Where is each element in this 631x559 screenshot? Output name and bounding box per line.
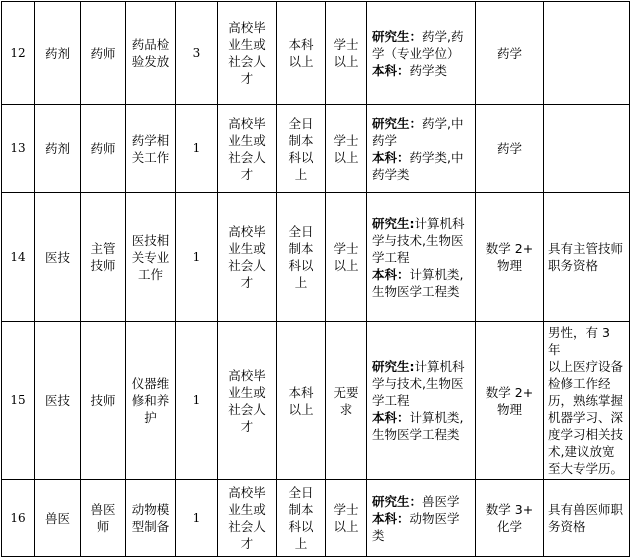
source-line: 业生或 <box>228 132 266 148</box>
position-line: 医技相 <box>131 232 170 248</box>
degree-line: 求 <box>339 401 353 417</box>
major-cell <box>367 193 476 322</box>
subjects-cell <box>476 193 544 322</box>
degree-cell <box>326 322 367 480</box>
source-line: 才 <box>240 536 254 551</box>
job-title-cell <box>81 480 126 557</box>
degree-line: 学士 <box>333 37 359 52</box>
degree-line: 以上 <box>333 54 359 69</box>
major-text: 学工程 <box>372 393 410 408</box>
education-line: 以上 <box>288 54 314 69</box>
major-label: 研究生： <box>372 28 423 44</box>
major-cell <box>367 2 476 105</box>
job-title-cell <box>81 2 126 105</box>
education-line: 本科 <box>288 37 314 52</box>
position-cell <box>126 105 176 193</box>
degree-line: 以上 <box>333 149 359 165</box>
other-requirements-cell <box>544 322 630 480</box>
other-requirement-line: 至大专学历。 <box>548 461 624 476</box>
row-number-cell: 12 <box>2 2 35 105</box>
table-row <box>2 322 630 480</box>
category-cell: 医技 <box>35 322 81 480</box>
major-line <box>372 115 472 132</box>
major-text: 学与技术,生物医 <box>372 376 464 391</box>
major-line <box>372 215 472 232</box>
education-line: 制本 <box>288 132 314 148</box>
source-line: 才 <box>240 418 254 434</box>
major-label: 研究生: <box>372 215 415 231</box>
major-text: 动物医学类 <box>372 510 460 543</box>
subjects-line: 药学 <box>496 141 522 156</box>
subjects-line: 数学 2+ <box>485 241 534 256</box>
education-line: 上 <box>294 275 308 290</box>
degree-line: 以上 <box>333 519 359 534</box>
major-text: 药学类 <box>372 166 410 182</box>
job-title-line: 技师 <box>90 258 116 273</box>
major-cell <box>367 480 476 557</box>
major-line <box>372 266 472 283</box>
major-label: 本科： <box>372 149 410 165</box>
job-title-cell <box>81 193 126 322</box>
job-title-line: 药师 <box>90 45 116 61</box>
major-text: 学（专业学位） <box>372 45 460 61</box>
source-line: 才 <box>240 166 254 182</box>
subjects-line: 数学 3+ <box>485 502 534 517</box>
education-line: 全日 <box>288 115 314 131</box>
education-cell <box>277 2 326 105</box>
major-text: 生物医学工程类 <box>372 283 460 299</box>
row-number-cell: 16 <box>2 480 35 557</box>
major-line <box>372 232 472 249</box>
position-line: 药品检 <box>131 37 170 52</box>
major-text: 兽医学 <box>422 493 460 509</box>
major-line <box>372 132 472 149</box>
category-cell: 药剂 <box>35 105 81 193</box>
subjects-line: 药学 <box>496 45 522 61</box>
source-cell <box>218 2 277 105</box>
major-line <box>372 409 472 426</box>
other-requirement-line: 术,建议放宽 <box>548 444 615 459</box>
major-line <box>372 149 472 166</box>
major-label: 研究生： <box>372 493 423 509</box>
source-line: 社会人 <box>228 258 266 273</box>
source-line: 高校毕 <box>228 20 266 35</box>
source-cell <box>218 105 277 193</box>
education-cell <box>277 480 326 557</box>
major-text: 计算机类, <box>409 410 464 425</box>
category-cell: 药剂 <box>35 2 81 105</box>
major-text: 药学类 <box>409 62 448 78</box>
row-number-cell: 14 <box>2 193 35 322</box>
education-line: 全日 <box>288 224 314 239</box>
education-line: 科以 <box>288 149 314 165</box>
source-cell <box>218 193 277 322</box>
other-requirement-line: 检修工作经 <box>548 376 611 391</box>
position-line: 药学相 <box>131 132 170 148</box>
job-title-cell <box>81 105 126 193</box>
source-line: 业生或 <box>228 384 266 400</box>
job-title-line: 药师 <box>90 141 116 156</box>
major-text: 药学,药 <box>422 28 464 44</box>
subjects-line: 物理 <box>496 401 522 417</box>
other-requirement-line: 男性，有 3 年 <box>548 325 610 357</box>
source-line: 社会人 <box>228 149 266 165</box>
major-line <box>372 45 472 62</box>
education-line: 制本 <box>288 502 314 517</box>
position-line: 工作 <box>137 266 163 282</box>
major-line <box>372 249 472 266</box>
table-row <box>2 105 630 193</box>
major-label: 本科： <box>372 266 410 282</box>
position-line: 修和养 <box>131 393 170 408</box>
source-line: 社会人 <box>228 54 266 69</box>
degree-line: 学士 <box>333 241 359 256</box>
other-requirement-line: 具有兽医师职 <box>548 502 624 517</box>
source-line: 业生或 <box>228 502 266 517</box>
position-cell <box>126 480 176 557</box>
headcount-cell: 1 <box>176 322 218 480</box>
major-line <box>372 283 472 300</box>
job-title-line: 师 <box>96 519 110 534</box>
education-line: 本科 <box>288 384 314 400</box>
job-title-line: 技师 <box>90 393 116 408</box>
source-line: 高校毕 <box>228 485 266 500</box>
major-line <box>372 28 472 45</box>
degree-line: 学士 <box>333 502 359 517</box>
position-line: 关专业 <box>131 249 170 265</box>
major-label: 本科： <box>372 62 410 78</box>
table-row <box>2 193 630 322</box>
education-cell <box>277 193 326 322</box>
major-text: 药学 <box>372 132 398 148</box>
headcount-cell: 1 <box>176 193 218 322</box>
major-line <box>372 426 472 443</box>
source-line: 社会人 <box>228 519 266 534</box>
table-row <box>2 480 630 557</box>
position-cell <box>126 322 176 480</box>
subjects-cell <box>476 322 544 480</box>
education-line: 科以 <box>288 258 314 273</box>
education-line: 制本 <box>288 241 314 256</box>
source-cell <box>218 322 277 480</box>
other-requirement-line: 机器学习、深 <box>548 410 624 425</box>
education-line: 上 <box>294 536 308 551</box>
position-cell <box>126 2 176 105</box>
source-cell <box>218 480 277 557</box>
job-title-line: 主管 <box>90 241 116 256</box>
source-line: 高校毕 <box>228 224 266 239</box>
other-requirement-line: 务资格 <box>548 519 586 534</box>
degree-cell <box>326 480 367 557</box>
source-line: 社会人 <box>228 401 266 417</box>
job-title-line: 兽医 <box>90 502 116 517</box>
degree-line: 学士 <box>333 132 359 148</box>
other-requirements-cell <box>544 105 630 193</box>
other-requirements-cell <box>544 193 630 322</box>
source-line: 高校毕 <box>228 367 266 383</box>
major-text: 学与技术,生物医 <box>372 232 464 248</box>
subjects-cell <box>476 2 544 105</box>
major-text: 生物医学工程类 <box>372 427 460 442</box>
education-cell <box>277 322 326 480</box>
recruitment-table <box>1 1 630 557</box>
source-line: 才 <box>240 275 254 290</box>
other-requirement-line: 以上医疗设备 <box>548 359 624 374</box>
headcount-cell: 1 <box>176 480 218 557</box>
major-line <box>372 62 472 79</box>
major-line <box>372 510 472 544</box>
major-line <box>372 493 472 510</box>
job-title-cell <box>81 322 126 480</box>
subjects-line: 数学 2+ <box>485 384 534 400</box>
row-number-cell: 15 <box>2 322 35 480</box>
education-line: 科以 <box>288 519 314 534</box>
major-text: 计算机科 <box>414 215 465 231</box>
education-cell <box>277 105 326 193</box>
major-cell <box>367 322 476 480</box>
source-line: 高校毕 <box>228 115 266 131</box>
position-line: 验发放 <box>131 54 170 69</box>
other-requirements-cell <box>544 2 630 105</box>
major-label: 研究生: <box>372 359 415 374</box>
position-line: 关工作 <box>131 149 170 165</box>
major-label: 研究生： <box>372 115 423 131</box>
category-cell: 兽医 <box>35 480 81 557</box>
degree-cell <box>326 105 367 193</box>
major-label: 本科： <box>372 510 410 526</box>
source-line: 才 <box>240 71 254 86</box>
major-text: 计算机类, <box>409 266 464 282</box>
major-cell <box>367 105 476 193</box>
subjects-line: 物理 <box>496 258 522 273</box>
category-cell: 医技 <box>35 193 81 322</box>
subjects-line: 化学 <box>496 519 522 534</box>
degree-line: 以上 <box>333 258 359 273</box>
education-line: 以上 <box>288 401 314 417</box>
degree-cell <box>326 193 367 322</box>
major-text: 药学,中 <box>422 115 464 131</box>
source-line: 业生或 <box>228 241 266 256</box>
row-number-cell: 13 <box>2 105 35 193</box>
subjects-cell <box>476 480 544 557</box>
headcount-cell: 3 <box>176 2 218 105</box>
subjects-cell <box>476 105 544 193</box>
source-line: 业生或 <box>228 37 266 52</box>
major-text: 药学类,中 <box>409 149 464 165</box>
table-row <box>2 2 630 105</box>
major-line <box>372 375 472 392</box>
education-line: 上 <box>294 166 308 182</box>
position-line: 护 <box>144 410 157 425</box>
headcount-cell: 1 <box>176 105 218 193</box>
position-line: 动物模 <box>131 502 170 517</box>
major-text: 计算机科 <box>414 359 465 374</box>
major-line <box>372 166 472 183</box>
education-line: 全日 <box>288 485 314 500</box>
other-requirement-line: 具有主管技师 <box>548 241 624 256</box>
other-requirement-line: 历，熟练掌握 <box>548 393 624 408</box>
major-line <box>372 392 472 409</box>
major-text: 学工程 <box>372 249 410 265</box>
position-line: 仪器维 <box>131 376 170 391</box>
degree-cell <box>326 2 367 105</box>
position-line: 型制备 <box>131 519 170 534</box>
degree-line: 无要 <box>333 384 359 400</box>
other-requirements-cell <box>544 480 630 557</box>
other-requirement-line: 度学习相关技 <box>548 427 624 442</box>
major-label: 本科： <box>372 410 410 425</box>
other-requirement-line: 职务资格 <box>548 258 599 273</box>
major-line <box>372 358 472 375</box>
position-cell <box>126 193 176 322</box>
